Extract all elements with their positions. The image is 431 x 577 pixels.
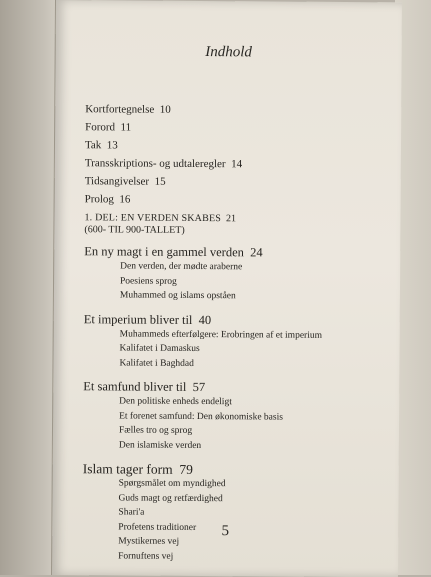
- toc-page-number: 24: [250, 245, 263, 260]
- toc-section: Kalifatet i Baghdad: [119, 357, 194, 369]
- toc-part-heading: 1. DEL: EN VERDEN SKABES 21: [84, 212, 237, 225]
- toc-section: Spørgsmålet om myndighed: [118, 478, 226, 490]
- toc-chapter-heading: Islam tager form 79: [82, 461, 193, 477]
- toc-section: Muhammeds efterfølgere: Erobringen af et imperium: [119, 328, 323, 341]
- toc-section: Den politiske enheds endeligt: [119, 396, 232, 408]
- toc-page-number: 15: [154, 175, 166, 188]
- toc-section: Poesiens sprog: [120, 275, 177, 287]
- toc-page-number: 13: [106, 139, 118, 152]
- book-page: [51, 0, 402, 577]
- toc-section: Muhammed og islams opståen: [119, 290, 236, 302]
- toc-page-number: 14: [231, 158, 243, 171]
- toc-chapter-group: [82, 461, 383, 565]
- toc-chapter-group: [83, 312, 383, 373]
- toc-section: Fælles tro og sprog: [118, 425, 193, 436]
- toc-section: Den verden, der mødte araberne: [120, 261, 243, 273]
- toc-section: Profetens traditioner: [118, 521, 197, 533]
- toc-section: Den islamiske verden: [118, 439, 202, 451]
- toc-page-number: 79: [179, 461, 193, 477]
- toc-chapter-group: [84, 244, 384, 305]
- toc-section: Mystikernes vej: [118, 536, 180, 547]
- toc-entry-front-matter: Tak 13: [84, 139, 118, 152]
- toc-entry-front-matter: Forord 11: [85, 121, 132, 134]
- page-title: Indhold: [205, 44, 253, 61]
- toc-section: Et forenet samfund: Den økonomiske basis: [119, 410, 283, 423]
- toc-page-number: 57: [192, 379, 206, 395]
- toc-page-number: 21: [226, 213, 237, 225]
- toc-chapter-heading: En ny magt i en gammel verden 24: [84, 244, 263, 260]
- toc-section: Guds magt og retfærdighed: [118, 492, 223, 504]
- toc-entry-front-matter: Prolog 16: [84, 193, 131, 206]
- toc-page-number: 40: [198, 312, 212, 327]
- toc-entry-front-matter: Tidsangivelser 15: [84, 175, 166, 188]
- toc-part-subtitle: (600- TIL 900-TALLET): [84, 224, 185, 236]
- toc-chapter-group: [83, 379, 384, 454]
- toc-entry-front-matter: Transskriptions- og udtaleregler 14: [84, 157, 243, 171]
- toc-chapter-heading: Et imperium bliver til 40: [83, 311, 212, 327]
- toc-chapter-heading: Et samfund bliver til 57: [83, 379, 206, 395]
- toc-page-number: 10: [159, 103, 171, 116]
- toc-section: Kalifatet i Damaskus: [119, 343, 200, 355]
- toc-section: Fornuftens vej: [118, 550, 174, 562]
- table-of-contents: [82, 103, 385, 574]
- toc-page-number: 11: [120, 121, 132, 134]
- page-number: 5: [221, 523, 230, 540]
- toc-entry-front-matter: Kortfortegnelse 10: [85, 103, 171, 116]
- toc-section: Shari'a: [118, 507, 145, 518]
- toc-page-number: 16: [119, 193, 131, 206]
